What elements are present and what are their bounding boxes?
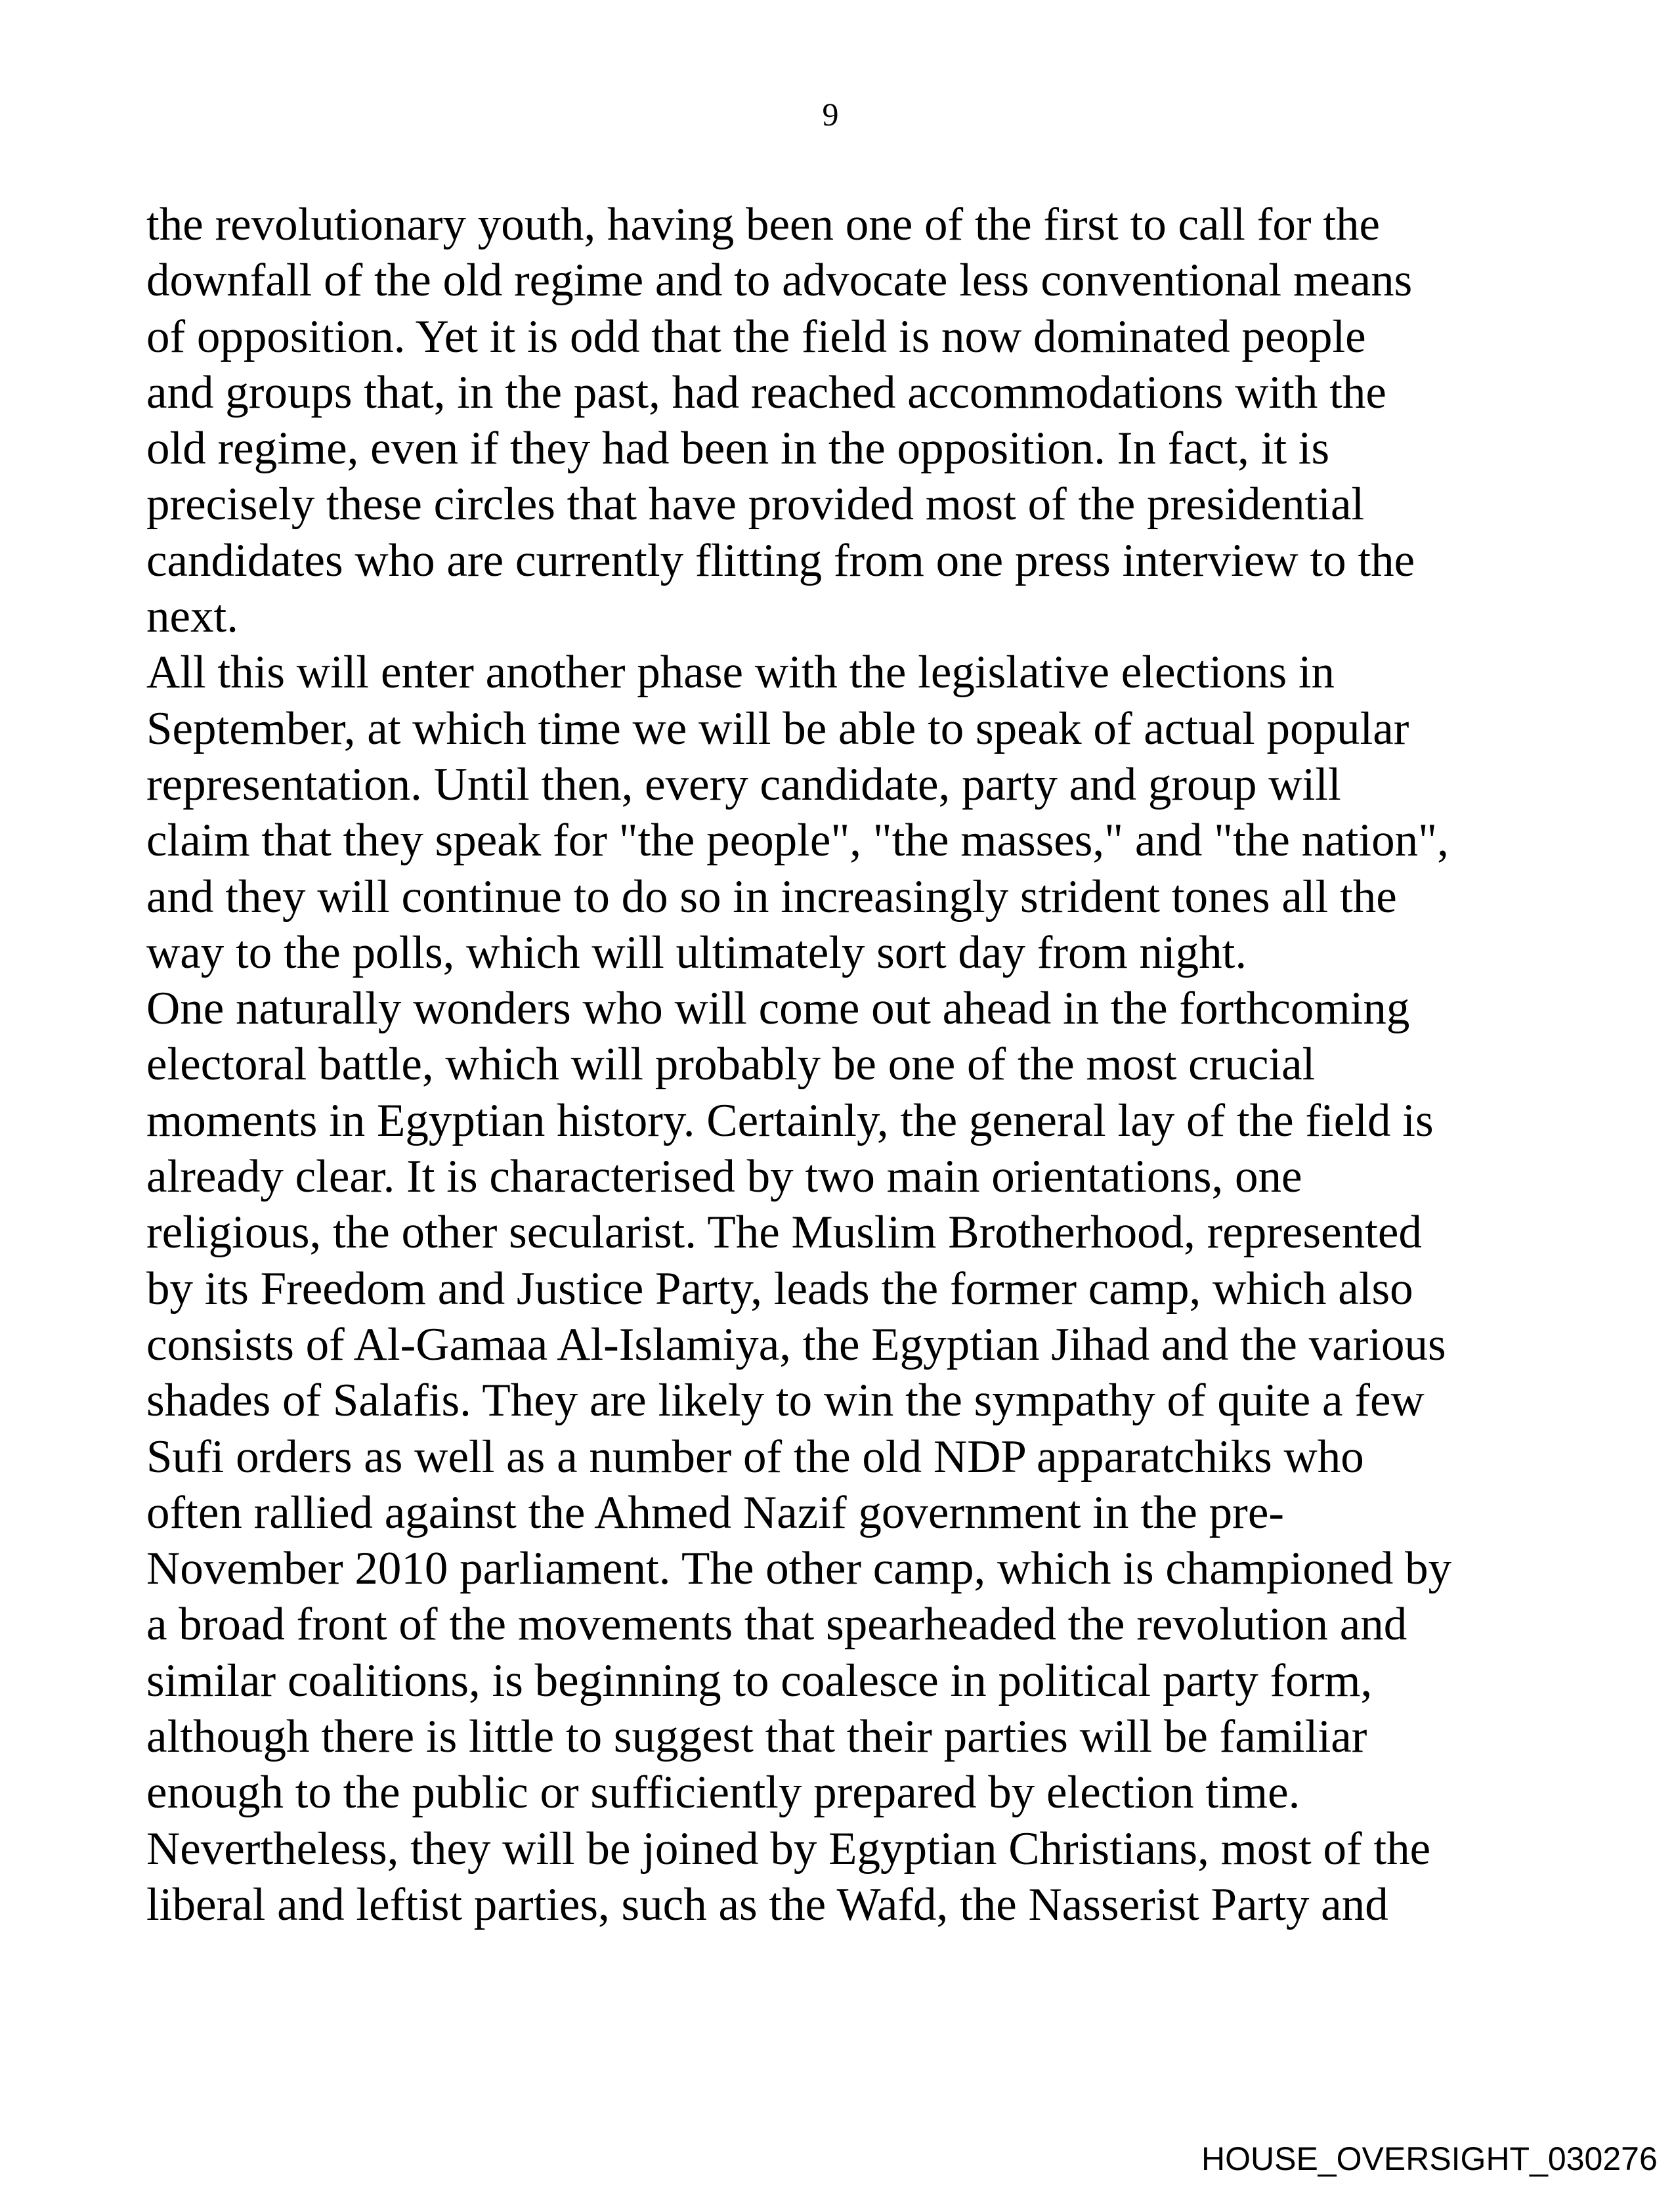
text-line: similar coalitions, is beginning to coalesce in political party form,	[146, 1655, 1373, 1706]
text-line: precisely these circles that have provided most of the presidential	[146, 479, 1365, 531]
text-line: Sufi orders as well as a number of the old NDP apparatchiks who	[146, 1431, 1364, 1483]
text-line: and they will continue to do so in increasingly strident tones all the	[146, 871, 1397, 922]
text-line: Nevertheless, they will be joined by Egyptian Christians, most of the	[146, 1823, 1431, 1875]
text-line: shades of Salafis. They are likely to win the sympathy of quite a few	[146, 1375, 1425, 1427]
text-line: consists of Al-Gamaa Al-Islamiya, the Egyptian Jihad and the various	[146, 1318, 1446, 1370]
text-line: moments in Egyptian history. Certainly, the general lay of the field is	[146, 1095, 1434, 1146]
text-line: electoral battle, which will probably be one of the most crucial	[146, 1039, 1316, 1091]
text-line: September, at which time we will be able to speak of actual popular	[146, 703, 1409, 754]
text-line: enough to the public or sufficiently prepared by election time.	[146, 1767, 1300, 1819]
text-line: way to the polls, which will ultimately sort day from night.	[146, 926, 1247, 978]
text-line: often rallied against the Ahmed Nazif government in the pre-	[146, 1486, 1284, 1538]
text-line: November 2010 parliament. The other camp, which is championed by	[146, 1543, 1452, 1595]
text-line: already clear. It is characterised by two main orientations, one	[146, 1151, 1302, 1203]
text-line: representation. Until then, every candidate, party and group will	[146, 758, 1341, 810]
text-line: and groups that, in the past, had reached accommodations with the	[146, 366, 1386, 418]
body-text	[146, 197, 1451, 1933]
text-line: by its Freedom and Justice Party, leads the former camp, which also	[146, 1263, 1413, 1314]
text-line: One naturally wonders who will come out ahead in the forthcoming	[146, 983, 1410, 1035]
text-line: a broad front of the movements that spearheaded the revolution and	[146, 1599, 1407, 1651]
text-line: claim that they speak for "the people", "the masses," and "the nation",	[146, 815, 1449, 867]
text-line: religious, the other secularist. The Muslim Brotherhood, represented	[146, 1207, 1422, 1259]
text-line: candidates who are currently flitting from one press interview to the	[146, 534, 1415, 586]
text-line: the revolutionary youth, having been one of the first to call for the	[146, 199, 1380, 250]
text-line: All this will enter another phase with the legislative elections in	[146, 647, 1335, 699]
text-line: of opposition. Yet it is odd that the field is now dominated people	[146, 311, 1366, 362]
text-line: next.	[146, 591, 238, 643]
text-line: old regime, even if they had been in the opposition. In fact, it is	[146, 423, 1330, 475]
text-line: although there is little to suggest that their parties will be familiar	[146, 1711, 1367, 1763]
text-line: downfall of the old regime and to advocate less conventional means	[146, 255, 1413, 307]
text-line: liberal and leftist parties, such as the Wafd, the Nasserist Party and	[146, 1878, 1388, 1930]
bates-stamp: HOUSE_OVERSIGHT_030276	[1201, 2140, 1658, 2177]
page-number: 9	[822, 96, 839, 133]
